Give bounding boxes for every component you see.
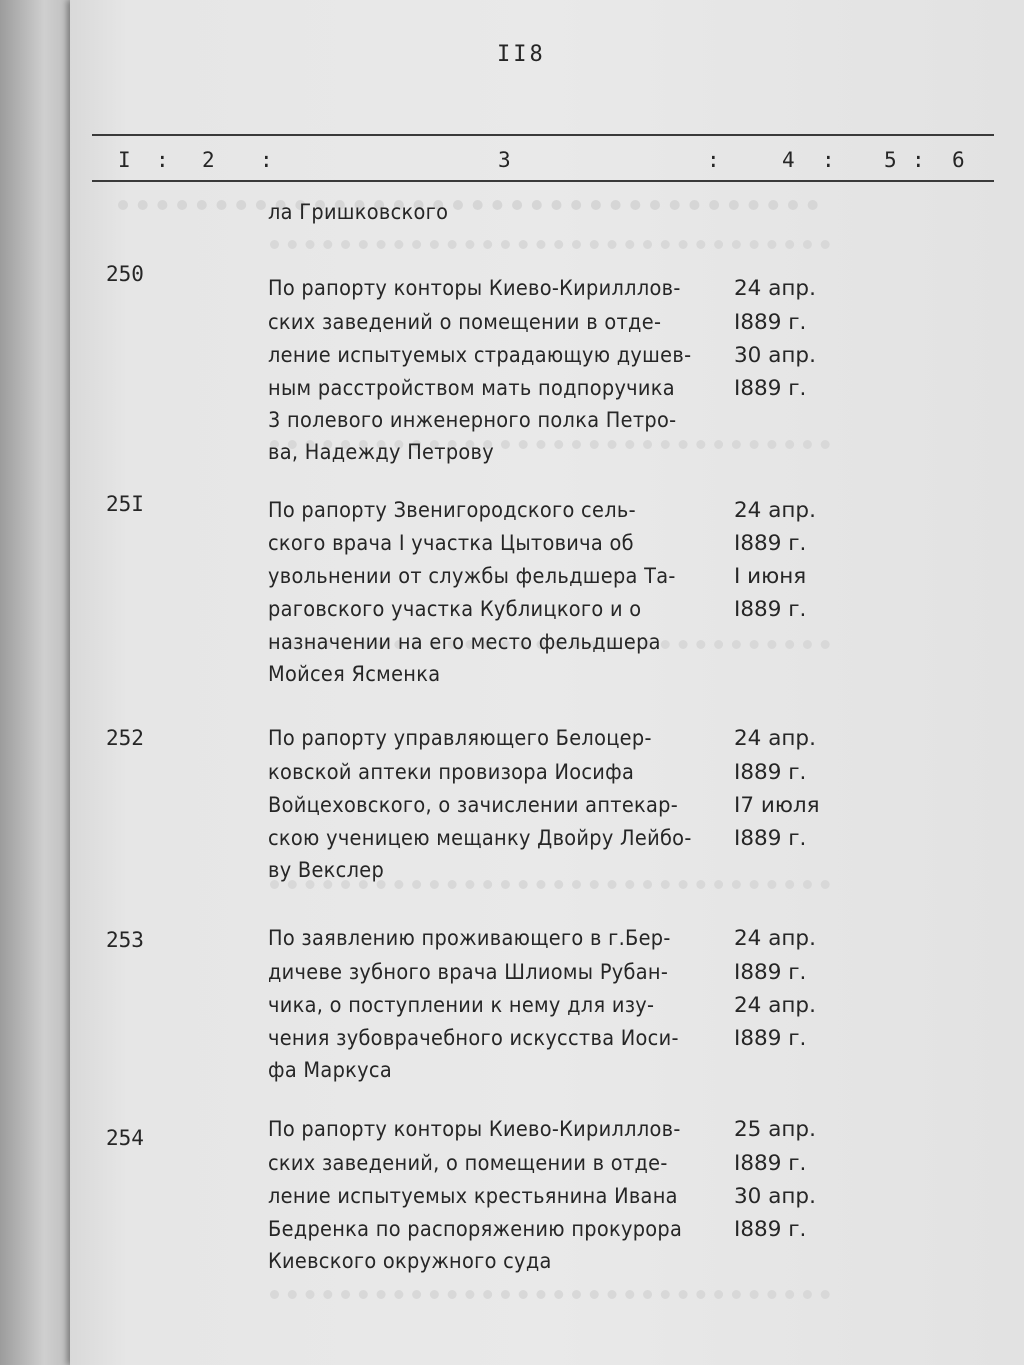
end-year: I889 г.	[734, 1217, 807, 1242]
column-6-heading: 6	[952, 148, 965, 172]
entry-text-line: раговского участка Кублицкого и о	[268, 597, 642, 622]
entry-text-line: ских заведений, о помещении в отде-	[268, 1151, 668, 1176]
entry-text-line: чика, о поступлении к нему для изу-	[268, 993, 655, 1018]
entry-number: 252	[106, 726, 144, 750]
start-date: 25 апр.	[734, 1117, 816, 1142]
end-date: I июня	[734, 564, 807, 589]
entry-text-line: Бедренка по распоряжению прокурора	[268, 1217, 683, 1242]
entry-text-line: ского врача I участка Цытовича об	[268, 531, 634, 556]
entry-text-line: ва, Надежду Петрову	[268, 440, 494, 465]
start-year: I889 г.	[734, 1151, 807, 1176]
entry-text-line: фа Маркуса	[268, 1058, 392, 1083]
entry-text-line: По рапорту конторы Киево-Кирилллов-	[268, 276, 681, 301]
end-date: I7 июля	[734, 793, 820, 818]
continuation-line: ла Гришковского	[268, 200, 449, 225]
page-number: II8	[497, 42, 546, 67]
header-rule-bottom	[92, 180, 994, 182]
start-date: 24 апр.	[734, 276, 816, 301]
start-date: 24 апр.	[734, 498, 816, 523]
entry-text-line: скою ученицею мещанку Двойру Лейбо-	[268, 826, 692, 851]
column-separator: :	[707, 148, 720, 172]
bleed-through	[118, 200, 818, 224]
column-2-heading: 2	[202, 148, 215, 172]
entry-text-line: ным расстройством мать подпоручика	[268, 376, 675, 401]
entry-text-line: По рапорту Звенигородского сель-	[268, 498, 636, 523]
end-year: I889 г.	[734, 376, 807, 401]
entry-text-line: дичеве зубного врача Шлиомы Рубан-	[268, 960, 669, 985]
entry-text-line: ских заведений о помещении в отде-	[268, 310, 662, 335]
bleed-through	[270, 240, 830, 259]
entry-text-line: назначении на его место фельдшера	[268, 630, 661, 655]
start-year: I889 г.	[734, 760, 807, 785]
end-year: I889 г.	[734, 597, 807, 622]
column-4-heading: 4	[782, 148, 795, 172]
entry-text-line: Киевского окружного суда	[268, 1249, 552, 1274]
entry-text-line: По рапорту управляющего Белоцер-	[268, 726, 652, 751]
column-1-heading: I	[118, 148, 131, 172]
binding-edge	[0, 0, 74, 1365]
end-year: I889 г.	[734, 826, 807, 851]
start-year: I889 г.	[734, 531, 807, 556]
column-3-heading: 3	[498, 148, 511, 172]
header-rule-top	[92, 134, 994, 136]
bleed-through	[270, 1290, 830, 1309]
start-date: 24 апр.	[734, 726, 816, 751]
entry-number: 250	[106, 262, 144, 286]
start-year: I889 г.	[734, 960, 807, 985]
end-date: 30 апр.	[734, 343, 816, 368]
entry-text-line: ление испытуемых страдающую душев-	[268, 343, 692, 368]
entry-number: 253	[106, 928, 144, 952]
column-separator: :	[912, 148, 925, 172]
entry-number: 25I	[106, 492, 144, 516]
entry-text-line: ву Векслер	[268, 858, 385, 883]
entry-text-line: Мойсея Ясменка	[268, 662, 441, 687]
end-date: 30 апр.	[734, 1184, 816, 1209]
entry-text-line: 3 полевого инженерного полка Петро-	[268, 408, 677, 433]
column-separator: :	[260, 148, 273, 172]
start-year: I889 г.	[734, 310, 807, 335]
entry-text-line: Войцеховского, о зачислении аптекар-	[268, 793, 679, 818]
column-separator: :	[156, 148, 169, 172]
end-year: I889 г.	[734, 1026, 807, 1051]
entry-text-line: увольнении от службы фельдшера Та-	[268, 564, 676, 589]
column-5-heading: 5	[884, 148, 897, 172]
entry-text-line: По заявлению проживающего в г.Бер-	[268, 926, 671, 951]
entry-text-line: По рапорту конторы Киево-Кирилллов-	[268, 1117, 681, 1142]
entry-number: 254	[106, 1126, 144, 1150]
start-date: 24 апр.	[734, 926, 816, 951]
entry-text-line: ковской аптеки провизора Иосифа	[268, 760, 635, 785]
end-date: 24 апр.	[734, 993, 816, 1018]
column-separator: :	[822, 148, 835, 172]
entry-text-line: ление испытуемых крестьянина Ивана	[268, 1184, 678, 1209]
entry-text-line: чения зубоврачебного искусства Иоси-	[268, 1026, 679, 1051]
